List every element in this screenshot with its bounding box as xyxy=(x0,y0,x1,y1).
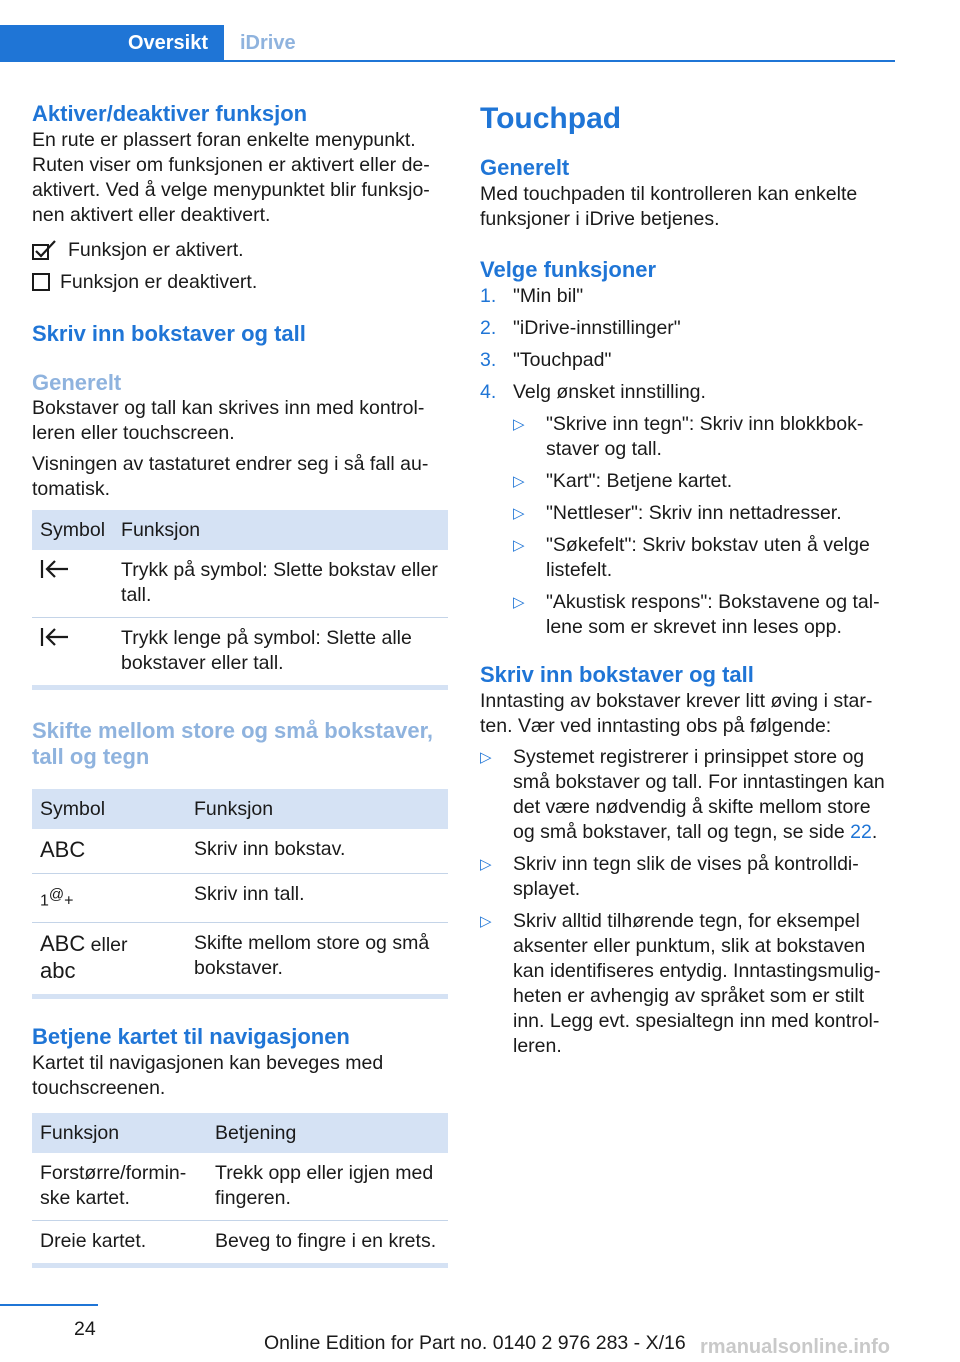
left-column xyxy=(32,100,448,1268)
list-item: ▷ Skriv inn tegn slik de vises på kontrolldisplayet. xyxy=(480,853,859,900)
table-header-function: Funksjon xyxy=(113,510,448,550)
paragraph-enter-1: Bokstaver og tall kan skrives inn med kontrolleren eller touchscreen. xyxy=(32,397,425,444)
page-link-22[interactable]: 22 xyxy=(850,821,872,843)
heading-generelt-left: Generelt xyxy=(32,370,122,395)
watermark: rmanualsonline.info xyxy=(700,1336,891,1358)
table-cell-rotate: Dreie kartet. xyxy=(40,1230,147,1253)
page-header xyxy=(0,0,895,62)
bullet-triangle-icon: ▷ xyxy=(480,856,492,873)
abc-icon: ABC xyxy=(40,837,86,862)
table-row xyxy=(32,874,448,923)
label-or: eller xyxy=(90,934,128,957)
abc-lowercase-icon: abc xyxy=(40,958,76,984)
backspace-icon xyxy=(40,626,70,648)
table-header-symbol: Symbol xyxy=(32,789,186,829)
heading-select-functions: Velge funksjoner xyxy=(480,257,657,282)
table-cell-zoom-action: Trekk opp eller igjen med fingeren. xyxy=(207,1153,448,1221)
table-cell-delete: Trykk på symbol: Slette bokstav eller tall. xyxy=(113,550,448,618)
heading-switch-case: Skifte mellom store og små bokstaver, tall og tegn xyxy=(32,718,434,769)
heading-enter-letters: Skriv inn bokstaver og tall xyxy=(32,321,306,346)
row-function-inactive xyxy=(32,266,448,298)
heading-activate-function: Aktiver/deaktiver funksjon xyxy=(32,101,308,126)
list-item: 2. "iDrive-innstillinger" xyxy=(480,317,681,339)
tips-list xyxy=(480,745,896,1059)
checkbox-checked-icon xyxy=(32,240,58,260)
paragraph-map: Kartet til navigasjonen kan beveges med touchscreenen. xyxy=(32,1052,384,1100)
heading-touchpad: Touchpad xyxy=(480,102,622,135)
list-item: 1. "Min bil" xyxy=(480,285,584,307)
heading-enter-letters-right: Skriv inn bokstaver og tall xyxy=(480,662,754,687)
table-row xyxy=(32,1153,448,1221)
footer-edition: Online Edition for Part no. 0140 2 976 283 - X/16 xyxy=(264,1332,686,1354)
bullet-triangle-icon: ▷ xyxy=(513,505,525,522)
tab-idrive[interactable]: iDrive xyxy=(240,32,296,54)
list-item: ▷ "Kart": Betjene kartet. xyxy=(513,470,733,492)
bullet-triangle-icon: ▷ xyxy=(513,537,525,554)
tab-oversikt[interactable]: Oversikt xyxy=(0,25,224,62)
steps-list xyxy=(480,284,896,640)
table-cell-zoom: Forstørre/forminske kartet. xyxy=(32,1153,207,1221)
bullet-triangle-icon: ▷ xyxy=(513,473,525,490)
table-header-function: Funksjon xyxy=(32,1113,207,1153)
table-header-operation: Betjening xyxy=(207,1113,448,1153)
table-row xyxy=(32,923,448,995)
table-row xyxy=(32,550,448,618)
table-cell-switch: Skifte mellom store og små bokstaver. xyxy=(194,932,430,980)
bullet-triangle-icon: ▷ xyxy=(480,913,492,930)
list-item: ▷ Systemet registrerer i prinsippet store og små bokstaver og tall. For inntastingen kan det være nødvendig å skifte mellom store og små bokstaver, tall og tegn, se side 22. xyxy=(480,746,885,843)
table-header-function: Funksjon xyxy=(186,789,448,829)
list-item: ▷ Skriv alltid tilhørende tegn, for eksempel aksenter eller punktum, slik at bokstaven kan identifiseres entydig. Inntastingsmuligheten er avhengig av språket som er stilt inn. Legg evt. spesialtegn inn med kontrolleren. xyxy=(480,910,881,1057)
paragraph-enter-2: Visningen av tastaturet endrer seg i så fall automatisk. xyxy=(32,453,429,500)
list-item: ▷ "Nettleser": Skriv inn nettadresser. xyxy=(513,502,842,524)
table-header-symbol: Symbol xyxy=(32,510,113,550)
list-item: 4. Velg ønsket innstilling. xyxy=(480,381,706,403)
right-column xyxy=(480,100,896,1066)
list-item: ▷ "Søkefelt": Skriv bokstav uten å velge listefelt. xyxy=(513,534,870,581)
list-item: ▷ "Akustisk respons": Bokstavene og tallene som er skrevet inn leses opp. xyxy=(513,591,880,638)
backspace-icon xyxy=(40,558,70,580)
heading-map: Betjene kartet til navigasjonen xyxy=(32,1024,350,1050)
label-active: Funksjon er aktivert. xyxy=(68,238,244,261)
table-cell-numbers: Skriv inn tall. xyxy=(186,874,448,923)
paragraph-input: Inntasting av bokstaver krever litt øving i starten. Vær ved inntasting obs på følgende: xyxy=(480,690,873,737)
table-row xyxy=(32,1221,448,1264)
table-end-bar xyxy=(32,1263,448,1268)
heading-generelt-right: Generelt xyxy=(480,155,570,180)
numbers-icon: 1@+ xyxy=(32,874,186,923)
bullet-triangle-icon: ▷ xyxy=(513,416,525,433)
label-inactive: Funksjon er deaktivert. xyxy=(60,270,258,293)
table-case-symbols xyxy=(32,789,448,994)
table-map-operations xyxy=(32,1113,448,1263)
page-number-rule xyxy=(0,1304,98,1306)
table-cell-delete-all: Trykk lenge på symbol: Slette alle bokstaver eller tall. xyxy=(121,627,412,674)
paragraph-activate: En rute er plassert foran enkelte menypunkt. Ruten viser om funksjonen er aktivert eller deaktivert. Ved å velge menypunktet blir funksjonen aktivert eller deaktivert. xyxy=(32,129,430,226)
bullet-triangle-icon: ▷ xyxy=(480,749,492,766)
paragraph-touchpad: Med touchpaden til kontrolleren kan enkelte funksjoner i iDrive betjenes. xyxy=(480,183,858,230)
substeps-list xyxy=(480,412,896,640)
list-item: 3. "Touchpad" xyxy=(480,349,612,371)
table-cell-letter: Skriv inn bokstav. xyxy=(186,829,448,874)
list-item: ▷ "Skrive inn tegn": Skriv inn blokkbokstaver og tall. xyxy=(513,413,864,460)
abc-icon: ABC xyxy=(40,931,86,957)
page-number: 24 xyxy=(74,1318,96,1340)
table-row xyxy=(32,618,448,686)
row-function-active xyxy=(32,234,448,266)
checkbox-empty-icon xyxy=(32,273,50,291)
table-row xyxy=(32,829,448,874)
bullet-triangle-icon: ▷ xyxy=(513,594,525,611)
table-cell-rotate-action: Beveg to fingre i en krets. xyxy=(215,1230,437,1253)
table-delete-symbols xyxy=(32,510,448,685)
